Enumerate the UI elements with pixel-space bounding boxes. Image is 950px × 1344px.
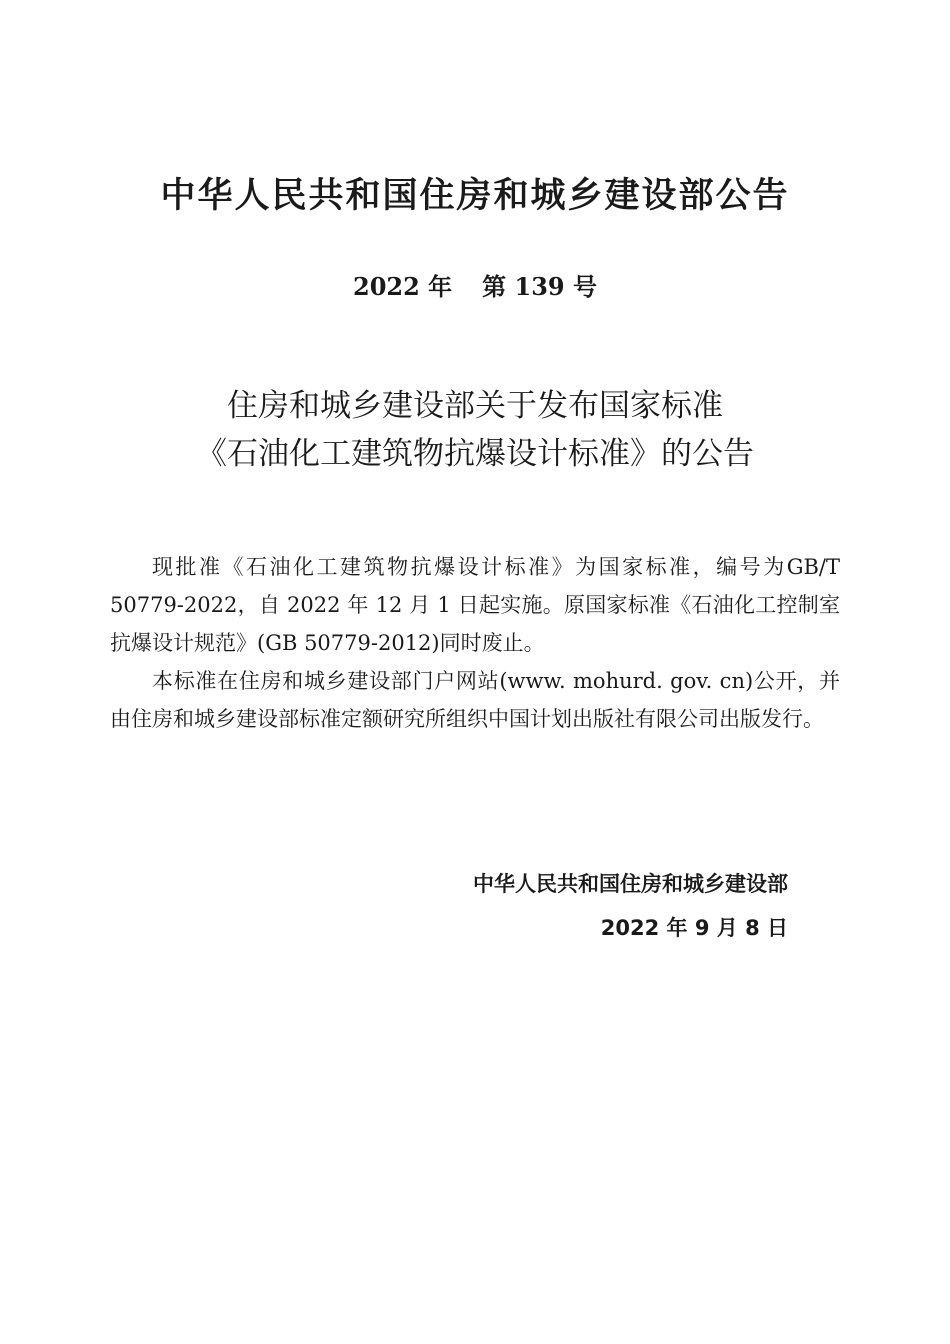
announcement-year: 2022 年 [353, 272, 453, 301]
body-paragraph-2: 本标准在住房和城乡建设部门户网站(www. mohurd. gov. cn)公开，并由住房和城乡建设部标准定额研究所组织中国计划出版社有限公司出版发行。 [110, 669, 840, 731]
announcement-serial: 第 139 号 [482, 272, 597, 301]
title-line-2: 《石油化工建筑物抗爆设计标准》的公告 [196, 436, 754, 472]
announcement-number [0, 270, 950, 304]
announcement-body [110, 548, 840, 738]
body-paragraph-1: 现批准《石油化工建筑物抗爆设计标准》为国家标准，编号为GB/T 50779-2022，自 2022 年 12 月 1 日起实施。原国家标准《石油化工控制室抗爆设计规范》(GB 50779-2012)同时废止。 [110, 555, 840, 655]
issuer-heading: 中华人民共和国住房和城乡建设部公告 [160, 176, 790, 216]
announcement-title [0, 382, 950, 478]
signature-organization: 中华人民共和国住房和城乡建设部 [473, 872, 788, 896]
title-line-1: 住房和城乡建设部关于发布国家标准 [227, 388, 723, 424]
signature-date: 2022 年 9 月 8 日 [600, 916, 788, 940]
signature-block [300, 862, 788, 950]
